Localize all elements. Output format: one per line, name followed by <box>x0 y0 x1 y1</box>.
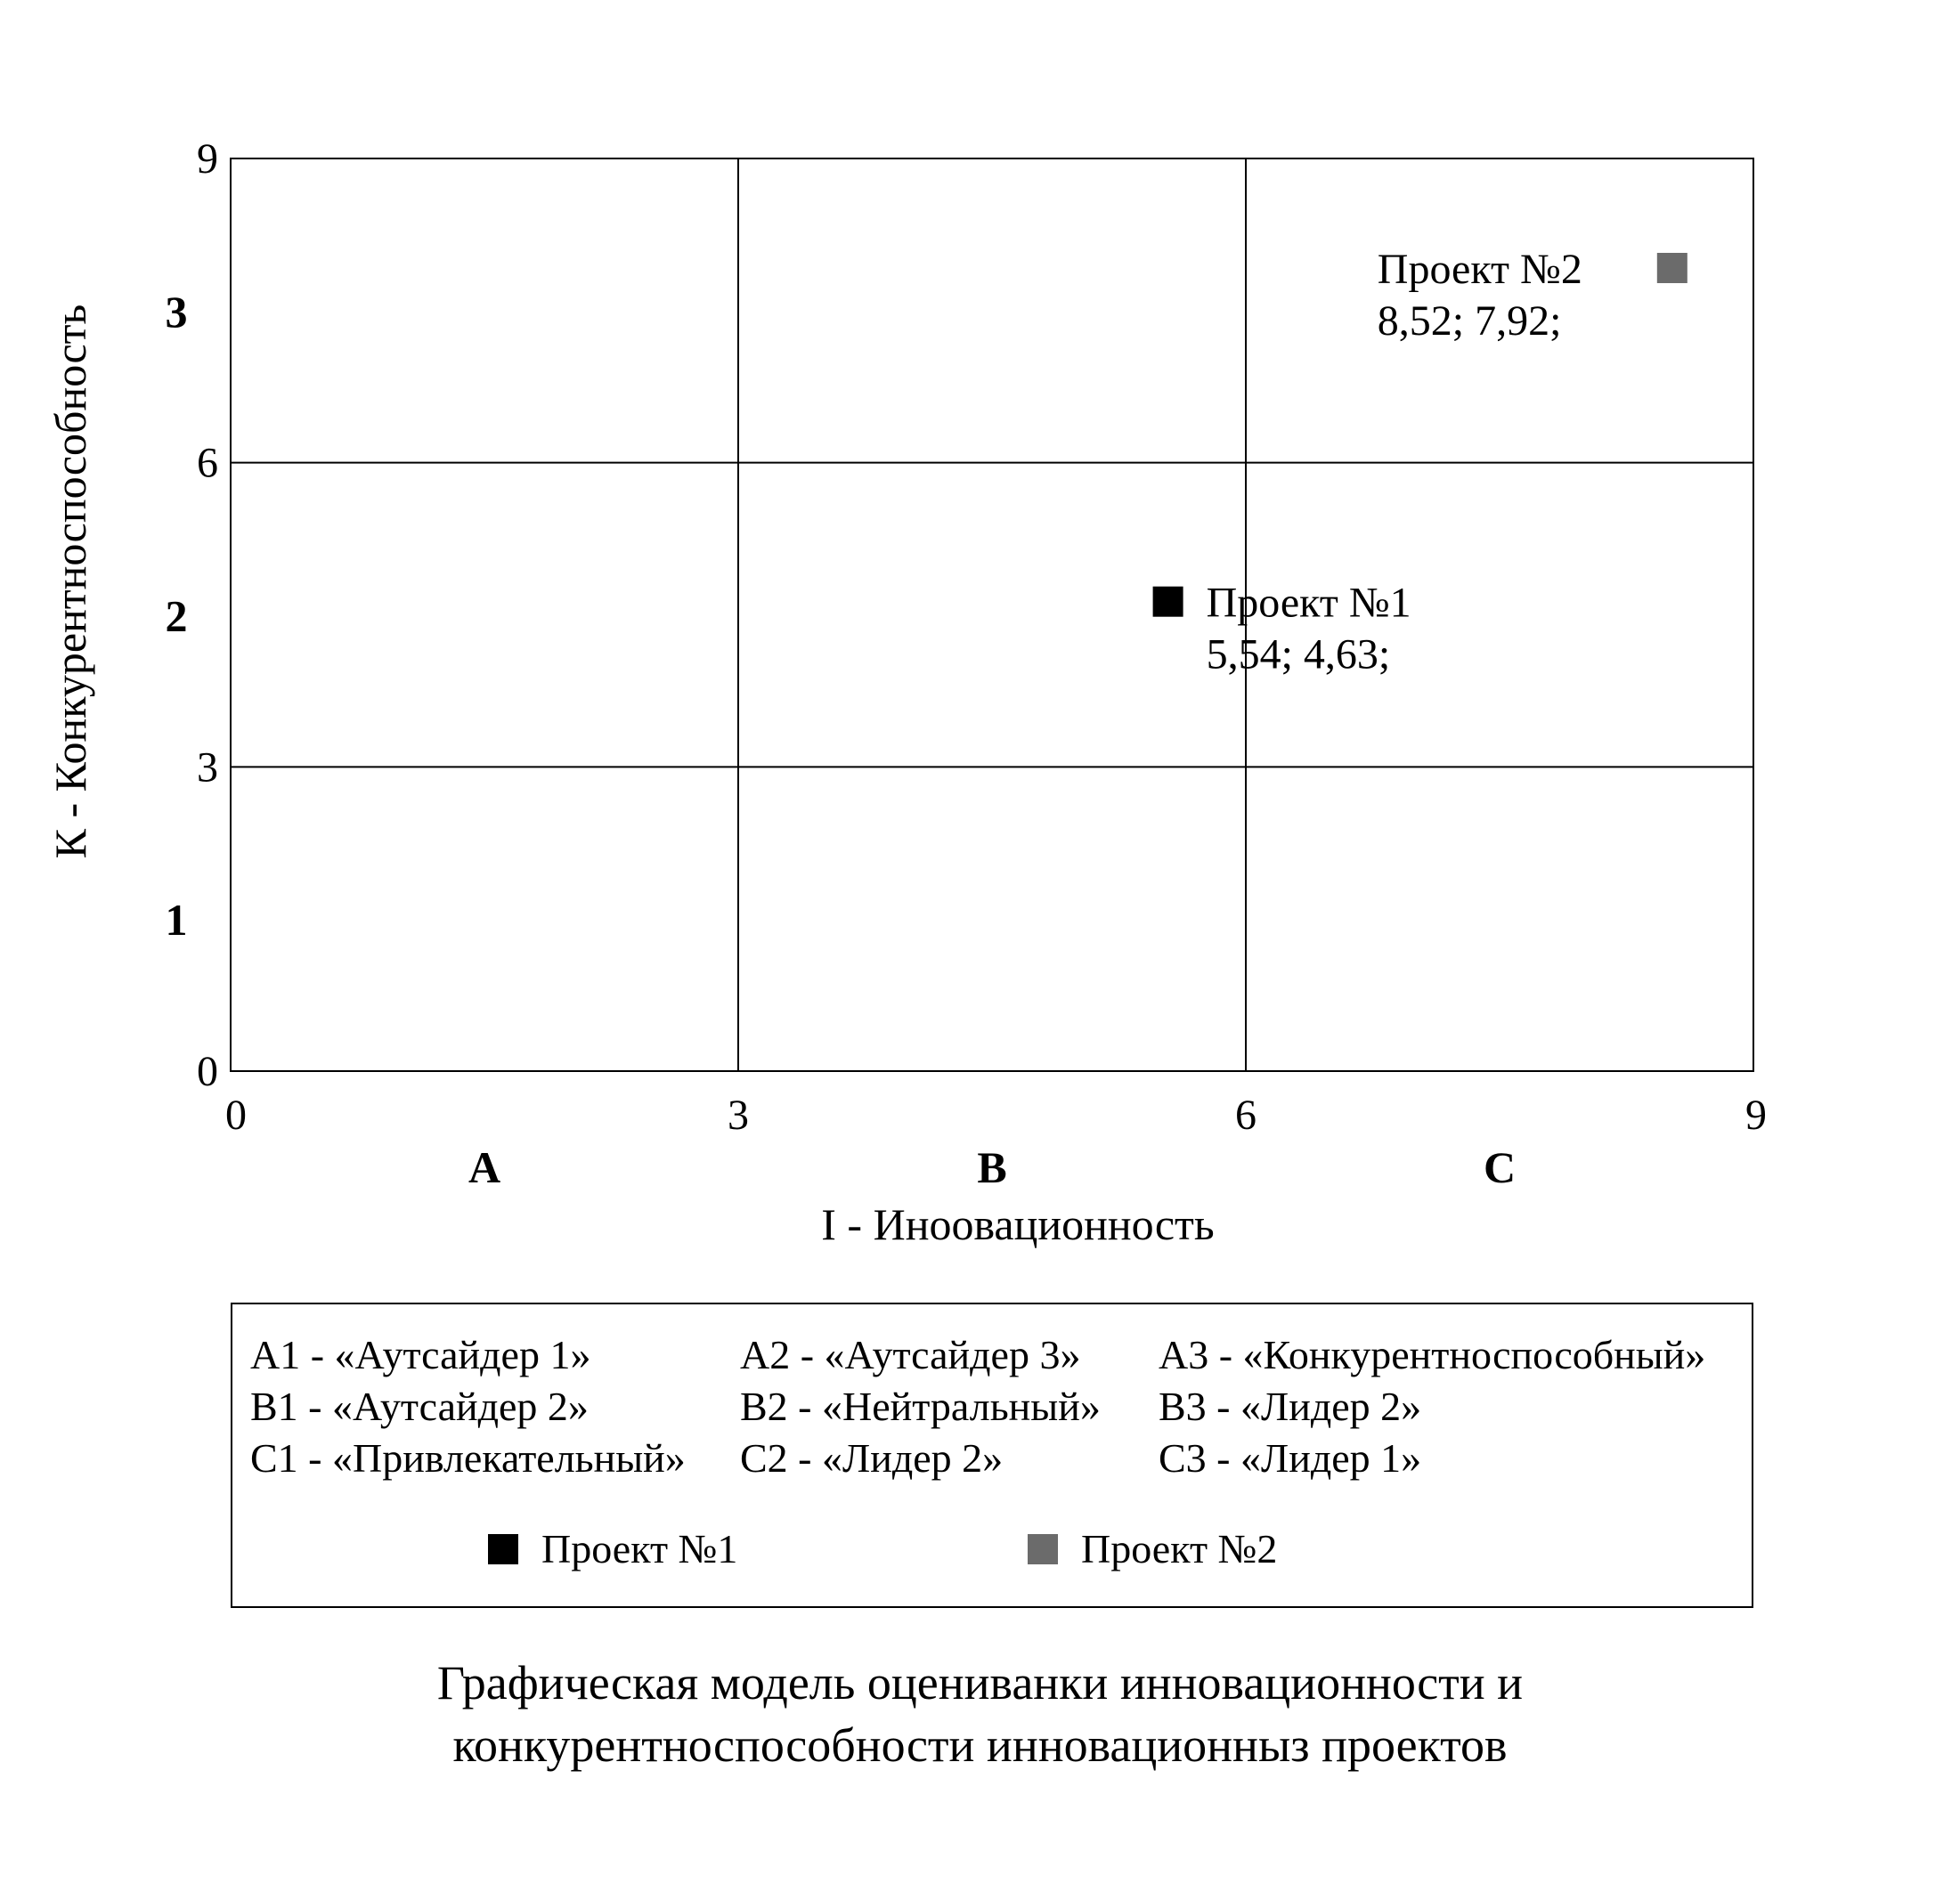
plot-frame <box>231 158 1753 1071</box>
zone-legend-grid <box>250 1331 1746 1482</box>
y-axis-title: К - Конкурентноспособность <box>45 304 95 859</box>
data-label-value: 5,54; 4,63; <box>1206 630 1391 678</box>
grid-lines <box>231 158 1753 1071</box>
legend-swatch-project-1 <box>488 1534 518 1564</box>
legend-zone-b3: В3 - «Лидер 2» <box>1159 1384 1422 1429</box>
legend-zone-a1: А1 - «Аутсайдер 1» <box>250 1332 591 1377</box>
x-tick-label: 6 <box>1235 1092 1257 1139</box>
legend-zone-b2: В2 - «Нейтральный» <box>740 1384 1101 1429</box>
legend-swatch-project-2 <box>1028 1534 1058 1564</box>
legend-series-label: Проект №1 <box>541 1526 738 1571</box>
data-label-value: 8,52; 7,92; <box>1377 297 1562 345</box>
x-zone-label: A <box>468 1142 501 1192</box>
legend-series-label: Проект №2 <box>1081 1526 1278 1571</box>
legend-zone-a2: А2 - «Аутсайдер 3» <box>740 1332 1081 1377</box>
legend <box>231 1303 1753 1608</box>
y-tick-label: 0 <box>197 1048 218 1095</box>
x-tick-label: 3 <box>728 1092 749 1139</box>
legend-zone-c2: С2 - «Лидер 2» <box>740 1435 1004 1481</box>
x-tick-label: 0 <box>225 1092 247 1139</box>
zone-labels <box>166 287 1517 1192</box>
data-label-name: Проект №2 <box>1377 246 1582 293</box>
data-point-project-1 <box>1153 587 1183 617</box>
caption-line-2: конкурентноспособности инновационныз проектов <box>452 1718 1508 1772</box>
caption-line-1: Графическая модель оцениванки инновационности и <box>436 1656 1524 1709</box>
y-tick-label: 3 <box>197 743 218 792</box>
legend-zone-c3: С3 - «Лидер 1» <box>1159 1435 1422 1481</box>
data-point-project-2 <box>1657 253 1688 283</box>
legend-zone-c1: С1 - «Привлекательный» <box>250 1435 686 1481</box>
legend-series-1 <box>488 1525 737 1573</box>
x-tick-label: 9 <box>1745 1092 1767 1139</box>
y-tick-label: 9 <box>197 135 218 183</box>
x-zone-label: B <box>977 1142 1007 1192</box>
figure-caption <box>0 1652 1960 1776</box>
legend-zone-b1: В1 - «Аутсайдер 2» <box>250 1384 589 1429</box>
y-zone-label: 1 <box>165 895 188 946</box>
x-zone-label: C <box>1483 1142 1517 1192</box>
data-label-name: Проект №1 <box>1206 579 1411 627</box>
legend-series-2 <box>1028 1525 1277 1573</box>
y-zone-label: 2 <box>165 590 188 641</box>
y-zone-label: 3 <box>165 286 188 337</box>
legend-zone-a3: А3 - «Конкурентноспособный» <box>1159 1332 1706 1377</box>
y-tick-label: 6 <box>197 439 218 487</box>
x-axis-title: I - Инoовационность <box>821 1199 1215 1249</box>
